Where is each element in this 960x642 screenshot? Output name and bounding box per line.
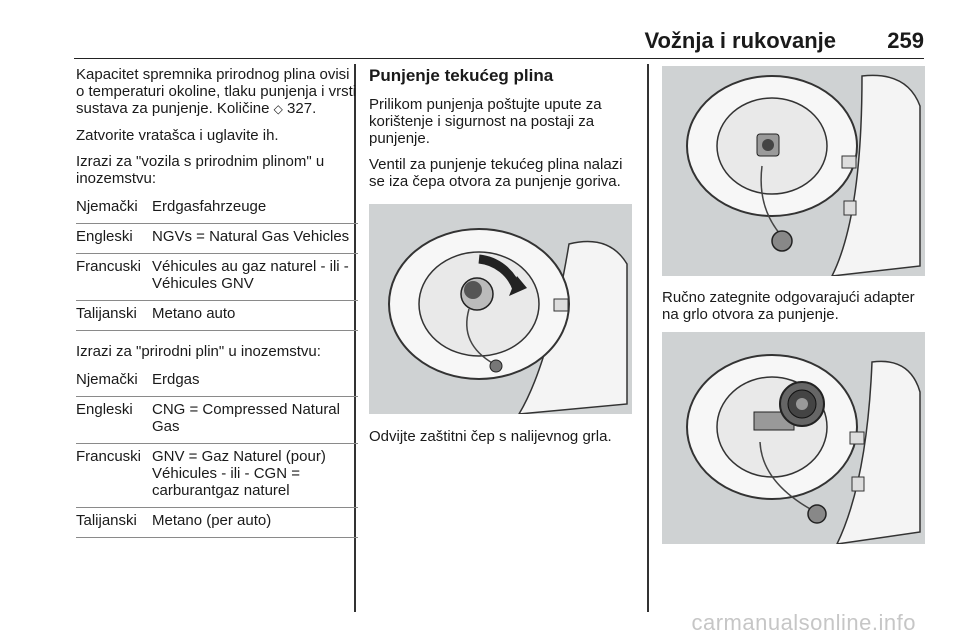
paragraph-valve-location: Ventil za punjenje tekućeg plina nalazi se iza čepa otvora za punjenje goriva. [369, 156, 623, 190]
column-left [76, 66, 358, 550]
term-cell: Erdgas [152, 371, 200, 388]
table-row [76, 397, 358, 444]
language-cell: Francuski [76, 258, 142, 275]
term-cell: GNV = Gaz Naturel (pour) Véhicules - ili - CGN = carburantgaz naturel [152, 448, 326, 499]
caption-unscrew-cap: Odvijte zaštitni čep s nalijevnog grla. [369, 428, 612, 445]
language-cell: Njemački [76, 371, 138, 388]
term-cell: Metano auto [152, 305, 236, 322]
term-cell: NGVs = Natural Gas Vehicles [152, 228, 350, 245]
illustration-cap-removed [662, 66, 925, 276]
page-header [74, 26, 924, 59]
language-cell: Talijanski [76, 512, 137, 529]
column-middle [369, 66, 639, 454]
table-row [76, 196, 358, 224]
terms-table-gas [76, 369, 358, 538]
illustration-unscrew-cap [369, 204, 632, 414]
paragraph-terms-vehicles: Izrazi za "vozila s prirodnim plinom" u inozemstvu: [76, 153, 325, 187]
language-cell: Njemački [76, 198, 138, 215]
illustration-adapter [662, 332, 925, 544]
page-reference[interactable]: 327. [287, 100, 317, 117]
caption-tighten-adapter: Ručno zategnite odgovarajući adapter na grlo otvora za punjenje. [662, 289, 915, 323]
watermark: carmanualsonline.info [691, 610, 916, 635]
paragraph-close-door: Zatvorite vratašca i uglavite ih. [76, 127, 279, 144]
terms-table-vehicles [76, 196, 358, 331]
table-row [76, 254, 358, 301]
section-title: Vožnja i rukovanje [644, 28, 836, 53]
table-row [76, 224, 358, 254]
column-divider [647, 64, 649, 612]
paragraph-safety: Prilikom punjenja poštujte upute za korištenje i sigurnost na postaji za punjenje. [369, 96, 602, 147]
section-heading: Punjenje tekućeg plina [369, 66, 554, 85]
language-cell: Francuski [76, 448, 142, 465]
paragraph-capacity: Kapacitet spremnika prirodnog plina ovisi o temperaturi okoline, tlaku punjenja i vrsti sustava za punjenje. Količine ◇ 327. [76, 66, 357, 117]
language-cell: Talijanski [76, 305, 137, 322]
table-row [76, 301, 358, 331]
table-row [76, 369, 358, 397]
language-cell: Engleski [76, 228, 133, 245]
term-cell: CNG = Compressed Natural Gas [152, 401, 340, 435]
column-right [662, 66, 928, 544]
term-cell: Erdgasfahrzeuge [152, 198, 267, 215]
table-row [76, 508, 358, 538]
term-cell: Véhicules au gaz naturel - ili - Véhicules GNV [152, 258, 349, 292]
reference-arrow-icon: ◇ [273, 102, 283, 116]
term-cell: Metano (per auto) [152, 512, 272, 529]
page-number: 259 [887, 28, 924, 53]
table-row [76, 444, 358, 508]
paragraph-terms-gas: Izrazi za "prirodni plin" u inozemstvu: [76, 343, 321, 360]
language-cell: Engleski [76, 401, 133, 418]
